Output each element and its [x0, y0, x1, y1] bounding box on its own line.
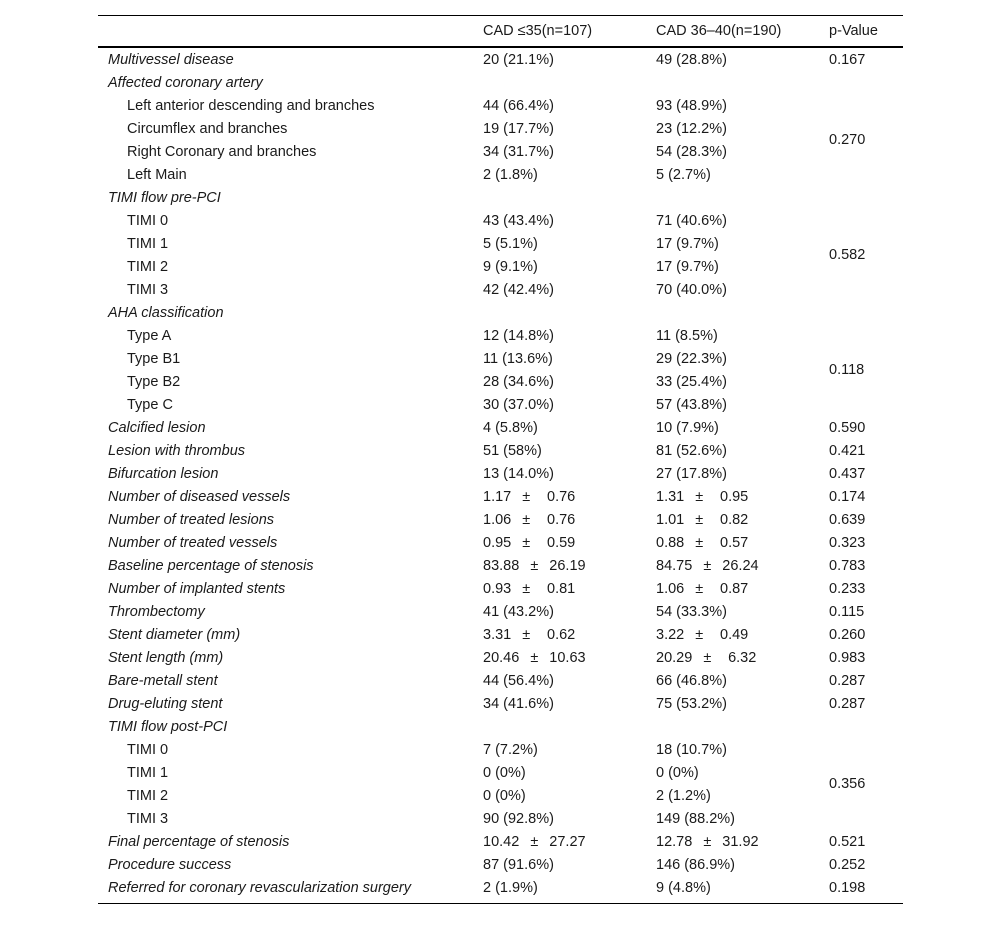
cell-b: 5 (2.7%) — [656, 166, 711, 183]
cell-p: 0.252 — [829, 856, 866, 873]
table-row — [98, 255, 903, 278]
cell-b: 146 (86.9%) — [656, 856, 735, 873]
cell-a: 42 (42.4%) — [483, 281, 554, 298]
table-row — [98, 370, 903, 393]
cell-a: 34 (41.6%) — [483, 695, 554, 712]
table-row — [98, 600, 903, 623]
cell-a: 9 (9.1%) — [483, 258, 538, 275]
cell-b: 3.22 ± 0.49 — [656, 626, 749, 643]
row-label: TIMI 2 — [127, 787, 169, 804]
table-row — [98, 324, 903, 347]
row-label: Type B2 — [127, 373, 181, 390]
table-row — [98, 807, 903, 830]
row-label: Drug-eluting stent — [108, 695, 223, 712]
cell-b: 11 (8.5%) — [656, 327, 718, 344]
cell-a: 28 (34.6%) — [483, 373, 554, 390]
cell-p: 0.287 — [829, 695, 866, 712]
row-label: Number of implanted stents — [108, 580, 286, 597]
table-row — [98, 416, 903, 439]
row-label: Thrombectomy — [108, 603, 205, 620]
table-row — [98, 669, 903, 692]
cell-b: 1.01 ± 0.82 — [656, 511, 749, 528]
table-row — [98, 186, 903, 209]
table-row — [98, 278, 903, 301]
cell-p: 0.233 — [829, 580, 866, 597]
cell-a: 12 (14.8%) — [483, 327, 554, 344]
row-label: Left Main — [127, 166, 187, 183]
cell-a: 44 (56.4%) — [483, 672, 554, 689]
cell-b: 84.75 ± 26.24 — [656, 557, 759, 574]
cell-a: 19 (17.7%) — [483, 120, 554, 137]
header-label-column — [98, 16, 473, 48]
cell-a: 3.31 ± 0.62 — [483, 626, 576, 643]
cell-p: 0.783 — [829, 557, 866, 574]
table-row — [98, 347, 903, 370]
cell-a: 10.42 ± 27.27 — [483, 833, 586, 850]
table-row — [98, 393, 903, 416]
cell-a: 0 (0%) — [483, 787, 526, 804]
row-label: Lesion with thrombus — [108, 442, 246, 459]
table-row — [98, 531, 903, 554]
header-cad-le35: CAD ≤35(n=107) — [483, 23, 593, 39]
cell-b: 27 (17.8%) — [656, 465, 727, 482]
cell-b: 1.06 ± 0.87 — [656, 580, 749, 597]
table-row — [98, 761, 903, 784]
table-row — [98, 692, 903, 715]
cell-b: 17 (9.7%) — [656, 258, 719, 275]
cell-a: 11 (13.6%) — [483, 350, 553, 367]
cell-p: 0.639 — [829, 511, 866, 528]
cell-b: 75 (53.2%) — [656, 695, 727, 712]
cell-b: 33 (25.4%) — [656, 373, 727, 390]
row-label: Bifurcation lesion — [108, 465, 219, 482]
cell-p-group: 0.270 — [829, 132, 866, 148]
row-label: Baseline percentage of stenosis — [108, 557, 314, 574]
cell-a: 2 (1.8%) — [483, 166, 538, 183]
results-table-container — [98, 15, 903, 904]
table-row — [98, 163, 903, 186]
cell-a: 30 (37.0%) — [483, 396, 554, 413]
cell-a: 1.06 ± 0.76 — [483, 511, 576, 528]
row-label: Type B1 — [127, 350, 181, 367]
row-label: TIMI 2 — [127, 258, 169, 275]
cell-a: 13 (14.0%) — [483, 465, 554, 482]
cell-a: 43 (43.4%) — [483, 212, 554, 229]
cell-b: 20.29 ± 6.32 — [656, 649, 757, 666]
row-label: Bare-metall stent — [108, 672, 218, 689]
cell-b: 71 (40.6%) — [656, 212, 727, 229]
row-label: Stent length (mm) — [108, 649, 224, 666]
cell-a: 51 (58%) — [483, 442, 542, 459]
cell-a: 1.17 ± 0.76 — [483, 488, 576, 505]
cell-b: 10 (7.9%) — [656, 419, 719, 436]
row-label: Number of treated lesions — [108, 511, 275, 528]
header-cad-36-40: CAD 36–40(n=190) — [656, 23, 782, 39]
cell-p-group: 0.118 — [829, 362, 865, 378]
table-row — [98, 853, 903, 876]
cell-a: 0.95 ± 0.59 — [483, 534, 576, 551]
row-label: Circumflex and branches — [127, 120, 288, 137]
table-row — [98, 439, 903, 462]
cell-b: 9 (4.8%) — [646, 876, 819, 904]
cell-p-group: 0.582 — [829, 247, 866, 263]
cell-b: 70 (40.0%) — [656, 281, 727, 298]
table-row — [98, 554, 903, 577]
row-label: Type A — [127, 327, 172, 344]
row-label: Right Coronary and branches — [127, 143, 317, 160]
cell-p: 0.115 — [829, 603, 865, 620]
table-row — [98, 94, 903, 117]
cell-a: 2 (1.9%) — [473, 876, 646, 904]
row-label: TIMI 3 — [127, 810, 169, 827]
cell-p: 0.174 — [829, 488, 866, 505]
cell-b: 93 (48.9%) — [656, 97, 727, 114]
cell-p: 0.323 — [829, 534, 866, 551]
row-label: Final percentage of stenosis — [108, 833, 290, 850]
table-row — [98, 876, 903, 904]
table-row — [98, 117, 903, 140]
cell-b: 17 (9.7%) — [656, 235, 719, 252]
cell-b: 54 (33.3%) — [656, 603, 727, 620]
row-label: TIMI 1 — [127, 764, 169, 781]
table-row — [98, 485, 903, 508]
cell-b: 1.31 ± 0.95 — [656, 488, 749, 505]
row-label: TIMI 0 — [127, 741, 169, 758]
table-row — [98, 71, 903, 94]
cell-a: 20 (21.1%) — [483, 51, 554, 68]
table-row — [98, 830, 903, 853]
cell-b: 0.88 ± 0.57 — [656, 534, 749, 551]
cell-a: 0 (0%) — [483, 764, 526, 781]
cell-b: 18 (10.7%) — [656, 741, 727, 758]
cell-p: 0.198 — [819, 876, 903, 904]
row-label: Stent diameter (mm) — [108, 626, 241, 643]
row-label: Left anterior descending and branches — [127, 97, 375, 114]
table-row — [98, 232, 903, 255]
cell-a: 5 (5.1%) — [483, 235, 538, 252]
row-label: Number of diseased vessels — [108, 488, 291, 505]
table-row — [98, 47, 903, 71]
cell-a: 4 (5.8%) — [483, 419, 538, 436]
table-row — [98, 738, 903, 761]
row-label: Calcified lesion — [108, 419, 206, 436]
cell-p: 0.287 — [829, 672, 866, 689]
row-label: Procedure success — [108, 856, 232, 873]
table-row — [98, 140, 903, 163]
table-row — [98, 209, 903, 232]
row-group-label: TIMI flow post-PCI — [108, 718, 228, 735]
header-p-value: p-Value — [829, 23, 878, 39]
cell-a: 34 (31.7%) — [483, 143, 554, 160]
cell-b: 54 (28.3%) — [656, 143, 727, 160]
row-group-label: TIMI flow pre-PCI — [108, 189, 221, 206]
cell-a: 87 (91.6%) — [483, 856, 554, 873]
row-label: Referred for coronary revascularization surgery — [98, 876, 473, 904]
table-row — [98, 301, 903, 324]
row-label: Type C — [127, 396, 173, 413]
row-group-label: AHA classification — [108, 304, 224, 321]
table-row — [98, 577, 903, 600]
cell-a: 41 (43.2%) — [483, 603, 554, 620]
cell-p: 0.437 — [829, 465, 866, 482]
cell-p: 0.983 — [829, 649, 866, 666]
cell-p: 0.521 — [829, 833, 866, 850]
cell-b: 57 (43.8%) — [656, 396, 727, 413]
cell-p: 0.421 — [829, 442, 866, 459]
cell-p-group: 0.356 — [829, 776, 866, 792]
cell-b: 23 (12.2%) — [656, 120, 727, 137]
table-header-row — [98, 16, 903, 48]
cell-b: 12.78 ± 31.92 — [656, 833, 759, 850]
table-row — [98, 508, 903, 531]
cell-b: 29 (22.3%) — [656, 350, 727, 367]
cell-a: 20.46 ± 10.63 — [483, 649, 586, 666]
cell-b: 66 (46.8%) — [656, 672, 727, 689]
results-table — [98, 15, 903, 904]
row-label: TIMI 0 — [127, 212, 169, 229]
row-label: Multivessel disease — [108, 51, 234, 68]
cell-a: 0.93 ± 0.81 — [483, 580, 576, 597]
cell-b: 149 (88.2%) — [656, 810, 735, 827]
row-label: TIMI 1 — [127, 235, 169, 252]
row-label: Number of treated vessels — [108, 534, 278, 551]
row-group-label: Affected coronary artery — [108, 74, 263, 91]
cell-b: 81 (52.6%) — [656, 442, 727, 459]
table-row — [98, 462, 903, 485]
cell-p: 0.167 — [829, 51, 866, 68]
cell-a: 83.88 ± 26.19 — [483, 557, 586, 574]
row-label: TIMI 3 — [127, 281, 169, 298]
cell-b: 0 (0%) — [656, 764, 699, 781]
cell-a: 7 (7.2%) — [483, 741, 538, 758]
table-row — [98, 715, 903, 738]
cell-a: 90 (92.8%) — [483, 810, 554, 827]
cell-p: 0.590 — [829, 419, 866, 436]
cell-a: 44 (66.4%) — [483, 97, 554, 114]
cell-b: 49 (28.8%) — [656, 51, 727, 68]
cell-p: 0.260 — [829, 626, 866, 643]
table-row — [98, 784, 903, 807]
table-row — [98, 646, 903, 669]
table-row — [98, 623, 903, 646]
cell-b: 2 (1.2%) — [656, 787, 711, 804]
